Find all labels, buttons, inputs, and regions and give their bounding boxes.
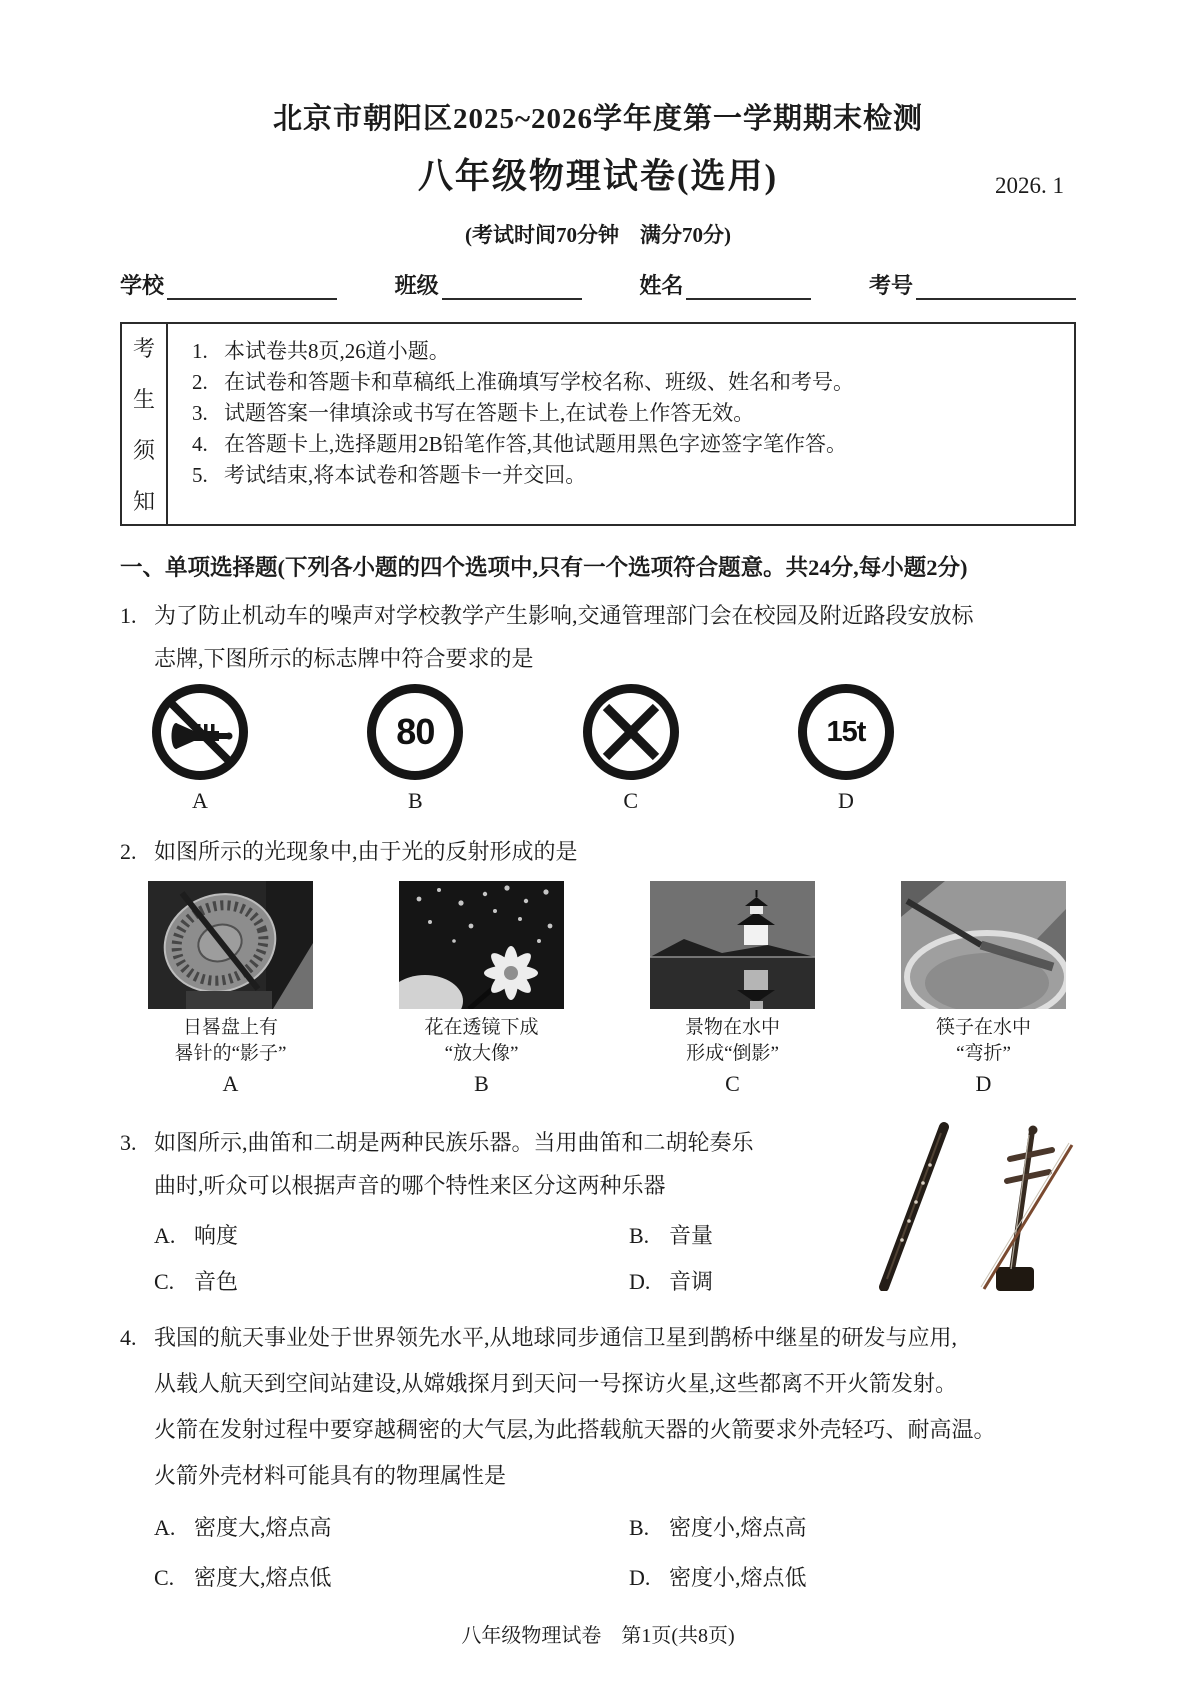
q1-option-a-label: A: [192, 788, 208, 813]
q4-option-c-letter: C.: [154, 1565, 175, 1590]
school-blank-line: [167, 274, 337, 300]
question-2-text-wrap: [154, 830, 1076, 873]
notice-item-text: 在试卷和答题卡和草稿纸上准确填写学校名称、班级、姓名和考号。: [224, 370, 854, 394]
notice-char-1: 考: [132, 336, 155, 361]
q2-option-d: [901, 881, 1066, 1097]
class-field: [395, 269, 582, 300]
question-3-line-2: 曲时,听众可以根据声音的哪个特性来区分这两种乐器: [154, 1173, 666, 1198]
school-label: 学校: [120, 273, 165, 298]
question-1-number: 1.: [120, 603, 137, 628]
q1-option-d-label: D: [838, 788, 854, 813]
notice-item-num: 3.: [192, 401, 208, 425]
notice-item: [192, 398, 1066, 429]
q2-caption-b-line1: 花在透镜下成: [424, 1017, 539, 1038]
q4-option-b: [629, 1513, 1076, 1543]
q3-option-d: [629, 1267, 824, 1297]
q2-option-a-label: A: [222, 1071, 239, 1096]
question-1-line-2: 志牌,下图所示的标志牌中符合要求的是: [154, 646, 534, 671]
question-2: [120, 830, 1076, 873]
q4-option-c-text: 密度大,熔点低: [194, 1565, 332, 1590]
flute-and-erhu-image: [826, 1121, 1076, 1291]
page-footer: 八年级物理试卷 第1页(共8页): [461, 1625, 735, 1647]
class-blank-line: [442, 274, 582, 300]
student-info-row: [120, 269, 1076, 300]
q1-option-c-label: C: [623, 788, 638, 813]
q3-option-d-letter: D.: [629, 1269, 651, 1294]
q2-option-a: [148, 881, 313, 1097]
examno-label: 考号: [868, 273, 913, 298]
question-4-line-1: 我国的航天事业处于世界领先水平,从地球同步通信卫星到鹊桥中继星的研发与应用,: [154, 1325, 958, 1350]
q3-option-a: [154, 1221, 629, 1251]
no-horn-sign-icon: [152, 684, 248, 780]
q2-caption-a-line1: 日晷盘上有: [182, 1017, 278, 1038]
q2-option-d-label: D: [975, 1071, 992, 1096]
q3-option-b-letter: B.: [629, 1223, 650, 1248]
q3-option-c-text: 音色: [194, 1269, 239, 1294]
q3-option-c-letter: C.: [154, 1269, 175, 1294]
q2-caption-d-line2: “弯折”: [956, 1043, 1011, 1064]
notice-item-num: 2.: [192, 370, 208, 394]
exam-duration-info: (考试时间70分钟 满分70分): [465, 223, 731, 247]
q2-caption-b-line2: “放大像”: [444, 1043, 519, 1064]
question-1-text: [154, 594, 1076, 680]
paper-subtitle: 八年级物理试卷(选用): [417, 157, 779, 196]
question-2-number: 2.: [120, 839, 137, 864]
school-field: [120, 269, 337, 300]
subtitle-row: [120, 153, 1076, 201]
sundial-photo: [148, 881, 313, 1009]
water-reflection-photo: [650, 881, 815, 1009]
q4-option-d-text: 密度小,熔点低: [669, 1565, 807, 1590]
q2-figures-row: [148, 881, 1066, 1097]
q4-option-d: [629, 1563, 1076, 1593]
notice-item: [192, 460, 1066, 491]
q2-caption-a-line2: 晷针的“影子”: [174, 1043, 287, 1064]
class-label: 班级: [394, 273, 439, 298]
q2-caption-c-line2: 形成“倒影”: [686, 1043, 779, 1064]
notice-item: [192, 429, 1066, 460]
candidate-notice-box: [120, 322, 1076, 526]
question-3-left: [120, 1121, 824, 1297]
notice-item-text: 考试结束,将本试卷和答题卡一并交回。: [224, 463, 587, 487]
name-label: 姓名: [639, 273, 684, 298]
question-4: [120, 1315, 1076, 1593]
no-stopping-sign-icon: [583, 684, 679, 780]
q4-option-a-letter: A.: [154, 1515, 176, 1540]
q2-option-b: [399, 881, 564, 1097]
q3-option-a-text: 响度: [194, 1223, 239, 1248]
q1-option-d: [796, 684, 896, 814]
flower-lens-photo: [399, 881, 564, 1009]
q2-option-c: [650, 881, 815, 1097]
notice-char-2: 生: [132, 387, 155, 412]
q1-option-b-label: B: [407, 788, 423, 813]
q4-option-a-text: 密度大,熔点高: [194, 1515, 332, 1540]
q4-option-d-letter: D.: [629, 1565, 651, 1590]
notice-item-text: 试题答案一律填涂或书写在答题卡上,在试卷上作答无效。: [224, 401, 755, 425]
q2-option-b-label: B: [474, 1071, 489, 1096]
notice-item: [192, 336, 1066, 367]
section1-title: 一、单项选择题(下列各小题的四个选项中,只有一个选项符合题意。共24分,每小题2分): [120, 555, 968, 580]
notice-item-num: 1.: [192, 339, 208, 363]
notice-item: [192, 367, 1066, 398]
speed-limit-80-sign-icon: [367, 684, 463, 780]
q4-option-c: [154, 1563, 629, 1593]
q1-option-a: [150, 684, 250, 814]
q4-option-b-text: 密度小,熔点高: [669, 1515, 807, 1540]
q2-caption-c-line1: 景物在水中: [684, 1017, 780, 1038]
weight-limit-value: 15t: [826, 715, 866, 748]
exam-title: 北京市朝阳区2025~2026学年度第一学期期末检测: [272, 103, 924, 135]
q1-signs-row: [150, 684, 896, 814]
question-4-text: [154, 1315, 1076, 1593]
question-1-line-1: 为了防止机动车的噪声对学校教学产生影响,交通管理部门会在校园及附近路段安放标: [154, 603, 974, 628]
q2-option-c-label: C: [725, 1071, 740, 1096]
q2-caption-d-line1: 筷子在水中: [935, 1017, 1031, 1038]
q4-option-a: [154, 1513, 629, 1543]
question-3: [120, 1121, 824, 1297]
bent-chopstick-photo: [901, 881, 1066, 1009]
notice-item-text: 在答题卡上,选择题用2B铅笔作答,其他试题用黑色字迹签字笔作答。: [224, 432, 848, 456]
exam-date: 2026. 1: [995, 173, 1064, 198]
q3-option-b: [629, 1221, 824, 1251]
question-3-row: [120, 1121, 1076, 1297]
notice-item-text: 本试卷共8页,26道小题。: [224, 339, 450, 363]
question-4-line-3: 火箭在发射过程中要穿越稠密的大气层,为此搭载航天器的火箭要求外壳轻巧、耐高温。: [154, 1417, 996, 1442]
question-4-number: 4.: [120, 1325, 137, 1350]
notice-item-num: 4.: [192, 432, 208, 456]
name-field: [639, 269, 811, 300]
speed-limit-value: 80: [396, 711, 435, 752]
weight-limit-15t-sign-icon: [798, 684, 894, 780]
name-blank-line: [686, 274, 811, 300]
notice-list: [168, 324, 1074, 524]
question-4-line-2: 从载人航天到空间站建设,从嫦娥探月到天问一号探访火星,这些都离不开火箭发射。: [154, 1371, 958, 1396]
q3-option-b-text: 音量: [669, 1223, 714, 1248]
cross-glyph: [592, 693, 670, 771]
notice-item-num: 5.: [192, 463, 208, 487]
question-3-number: 3.: [120, 1130, 137, 1155]
question-3-text: [154, 1121, 824, 1297]
notice-char-3: 须: [132, 438, 155, 463]
question-1: [120, 594, 1076, 680]
horn-glyph: [161, 693, 239, 771]
question-4-line-4: 火箭外壳材料可能具有的物理属性是: [154, 1463, 507, 1488]
q3-option-a-letter: A.: [154, 1223, 176, 1248]
notice-char-4: 知: [132, 489, 155, 514]
q3-option-d-text: 音调: [669, 1269, 714, 1294]
examno-field: [869, 269, 1076, 300]
q3-options: [154, 1221, 824, 1297]
question-3-line-1: 如图所示,曲笛和二胡是两种民族乐器。当用曲笛和二胡轮奏乐: [154, 1130, 754, 1155]
q4-option-b-letter: B.: [629, 1515, 650, 1540]
q4-options: [154, 1513, 1076, 1593]
question-2-text: 如图所示的光现象中,由于光的反射形成的是: [154, 839, 578, 864]
q1-option-c: [581, 684, 681, 814]
examno-blank-line: [916, 274, 1076, 300]
notice-side-label: [122, 324, 168, 524]
q1-option-b: [365, 684, 465, 814]
q3-option-c: [154, 1267, 629, 1297]
